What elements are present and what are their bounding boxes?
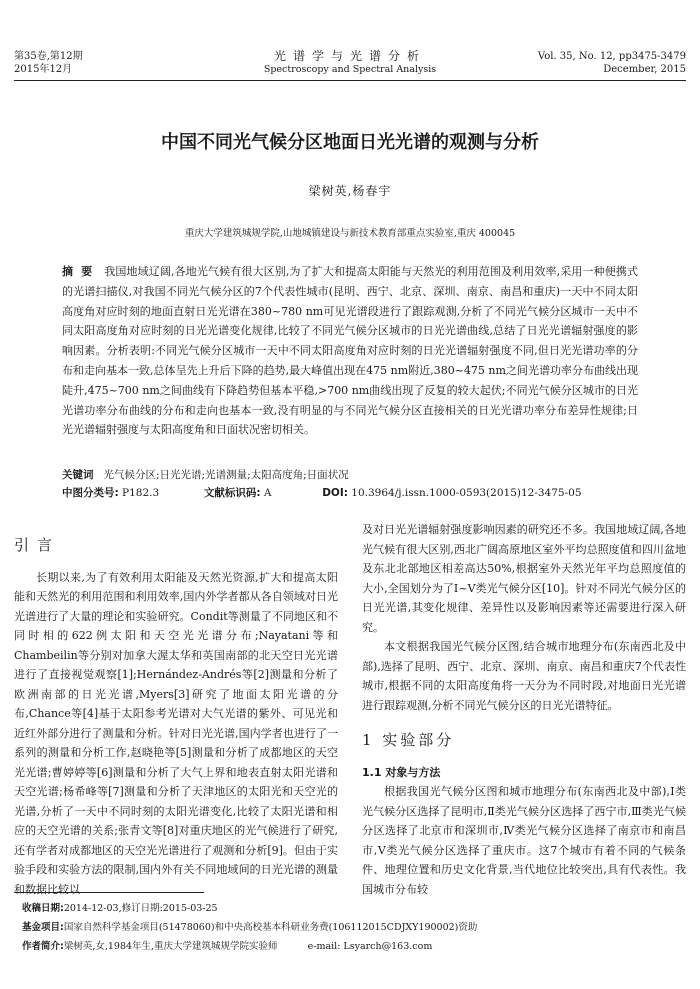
volume-pages: Vol. 35, No. 12, pp3475-3479 bbox=[537, 51, 686, 62]
volume-date: December, 2015 bbox=[603, 64, 686, 75]
author-email: e-mail: Lsyarch@163.com bbox=[307, 941, 433, 952]
volume-info bbox=[538, 50, 686, 76]
keywords-block bbox=[62, 466, 638, 502]
doc-code-value: A bbox=[263, 487, 272, 499]
subsection-heading: 1.1 对象与方法 bbox=[362, 765, 441, 779]
fund-line bbox=[22, 918, 682, 937]
fund-label: 基金项目: bbox=[22, 922, 64, 933]
abstract-text: 我国地域辽阔,各地光气候有很大区别,为了扩大和提高太阳能与天然光的利用范围及利用效率,采用一种便携式的光谱扫描仪,对我国不同光气候分区的7个代表性城市(昆明、西宁、北京、深圳、南京、南昌和重庆)一天中不同太阳高度角对应时刻的地面直射日光光谱在380~780 nm可见光谱段进行了跟踪观测,分析了不同光气候分区城市一天中不同太阳高度角对应时刻的日光光谱变化规律,比较了不同光气候分区城市的日光光谱曲线,总结了日光光谱辐射强度的影响因素。分析表明:不同光气候分区城市一天中不同太阳高度角对应时刻的日光光谱辐射强度不同,但日光光谱功率的分布和走向基本一致,总体呈先上升后下降的趋势,最大峰值出现在475 nm附近,380~475 nm之间光谱功率分布曲线出现陡升,475~700 nm之间曲线有下降趋势但基本平稳,>700 nm曲线出现了反复的较大起伏;不同光气候分区城市的日光光谱功率分布曲线的分布和走向也基本一致,没有明显的与不同光气候分区直接相关的日光光谱功率分布差异性规律;日光光谱辐射强度与太阳高度角和日面状况密切相关。 bbox=[62, 265, 638, 437]
abstract-label: 摘要 bbox=[62, 265, 101, 278]
footnote-divider bbox=[14, 892, 204, 893]
keywords-text: 光气候分区;日光光谱;光谱测量;太阳高度角;日面状况 bbox=[103, 469, 349, 481]
received-date-line bbox=[22, 899, 682, 918]
journal-name-cn: 光谱学与光谱分析 bbox=[273, 49, 426, 63]
intro-heading: 引言 bbox=[14, 536, 61, 554]
keywords-label: 关键词 bbox=[62, 469, 94, 481]
right-column bbox=[362, 520, 686, 899]
intro-paragraph-2: 及对日光光谱辐射强度影响因素的研究还不多。我国地域辽阔,各地光气候有很大区别,西北广阔高原地区室外平均总照度值和四川盆地及东北北部地区相差高达50%,根据室外天然光年平均总照度值的大小,全国划分为了Ⅰ~Ⅴ类光气候分区[10]。针对不同光气候分区的日光光谱,其变化规律、差异性以及影响因素等还需要进行深入研究。 bbox=[362, 523, 686, 634]
author-bio-line bbox=[22, 937, 682, 956]
paper-title: 中国不同光气候分区地面日光光谱的观测与分析 bbox=[161, 132, 539, 153]
abstract bbox=[62, 262, 638, 440]
journal-name-en: Spectroscopy and Spectral Analysis bbox=[263, 64, 437, 75]
issue-date: 2015年12月 bbox=[14, 64, 73, 75]
author-bio-label: 作者简介: bbox=[22, 941, 64, 952]
header-divider bbox=[14, 80, 686, 81]
paper-authors: 梁树英,杨春宇 bbox=[308, 184, 392, 198]
author-bio-value: 梁树英,女,1984年生,重庆大学建筑城规学院实验师 bbox=[63, 941, 278, 952]
doi-value: 10.3964/j.issn.1000-0593(2015)12-3475-05 bbox=[351, 487, 582, 499]
clc-label: 中图分类号: bbox=[62, 487, 119, 499]
section1-paragraph-1: 根据我国光气候分区图和城市地理分布(东南西北及中部),Ⅰ类光气候分区选择了昆明市,Ⅱ类光气候分区选择了西宁市,Ⅲ类光气候分区选择了北京市和深圳市,Ⅳ类光气候分区选择了南京市和南昌市,Ⅴ类光气候分区选择了重庆市。这7个城市有着不同的气候条件、地理位置和历史文化背景,当代地位比较突出,具有代表性。我国城市分布较 bbox=[362, 785, 686, 896]
received-label: 收稿日期: bbox=[22, 903, 64, 914]
fund-value: 国家自然科学基金项目(51478060)和中央高校基本科研业务费(106112015CDJXY190002)资助 bbox=[63, 922, 478, 933]
intro-paragraph-1: 长期以来,为了有效利用太阳能及天然光资源,扩大和提高太阳能和天然光的利用范围和利用效率,国内外学者都从各自领域对日光光谱进行了大量的理论和实验研究。Condit等测量了不同地区和不同时相的622例太阳和天空光光谱分布;Nayatani等和Chambeilin等分别对加拿大渥太华和英国南部的北天空日光光谱进行了直接视觉观察[1];Hernández-Andrés等[2]测量和分析了欧洲南部的日光光谱,Myers[3]研究了地面太阳光谱的分布,Chance等[4]基于太阳参考光谱对大气光谱的紫外、可见光和近红外部分进行了测量和分析。针对日光光谱,国内学者也进行了一系列的测量和分析工作,赵晓艳等[5]测量和分析了成都地区的天空光光谱;曹婷婷等[6]测量和分析了大气上界和地表直射太阳光谱和天空光谱;杨希峰等[7]测量和分析了天津地区的太阳光和天空光的光谱,分析了一天中不同时刻的太阳光谱变化,比较了太阳光谱和相应的天空光谱的关系;张青文等[8]对重庆地区的光气候进行了研究,还有学者对成都地区的天空光光谱进行了观测和分析[9]。但由于实验手段和实验方法的限制,国内外有关不同地域间的日光光谱的测量和数据比较以 bbox=[14, 570, 338, 896]
keywords-line bbox=[62, 466, 638, 484]
doi-label: DOI: bbox=[322, 487, 348, 499]
section1-heading: 1 实验部分 bbox=[362, 731, 455, 749]
doc-code-label: 文献标识码: bbox=[203, 487, 261, 499]
classification-line bbox=[62, 484, 638, 502]
footnotes bbox=[22, 899, 682, 956]
received-value: 2014-12-03,修订日期:2015-03-25 bbox=[63, 903, 218, 914]
intro-paragraph-3: 本文根据我国光气候分区图,结合城市地理分布(东南西北及中部),选择了昆明、西宁、北京、深圳、南京、南昌和重庆7个代表性城市,根据不同的太阳高度角将一天分为不同时段,对地面日光光谱进行跟踪观测,分析不同光气候分区的日光光谱特征。 bbox=[362, 640, 686, 712]
intro-section bbox=[14, 536, 338, 899]
clc-value: P182.3 bbox=[122, 487, 160, 499]
issue-volume: 第35卷,第12期 bbox=[14, 51, 83, 62]
paper-affiliation: 重庆大学建筑城规学院,山地城镇建设与新技术教育部重点实验室,重庆 400045 bbox=[184, 228, 516, 239]
